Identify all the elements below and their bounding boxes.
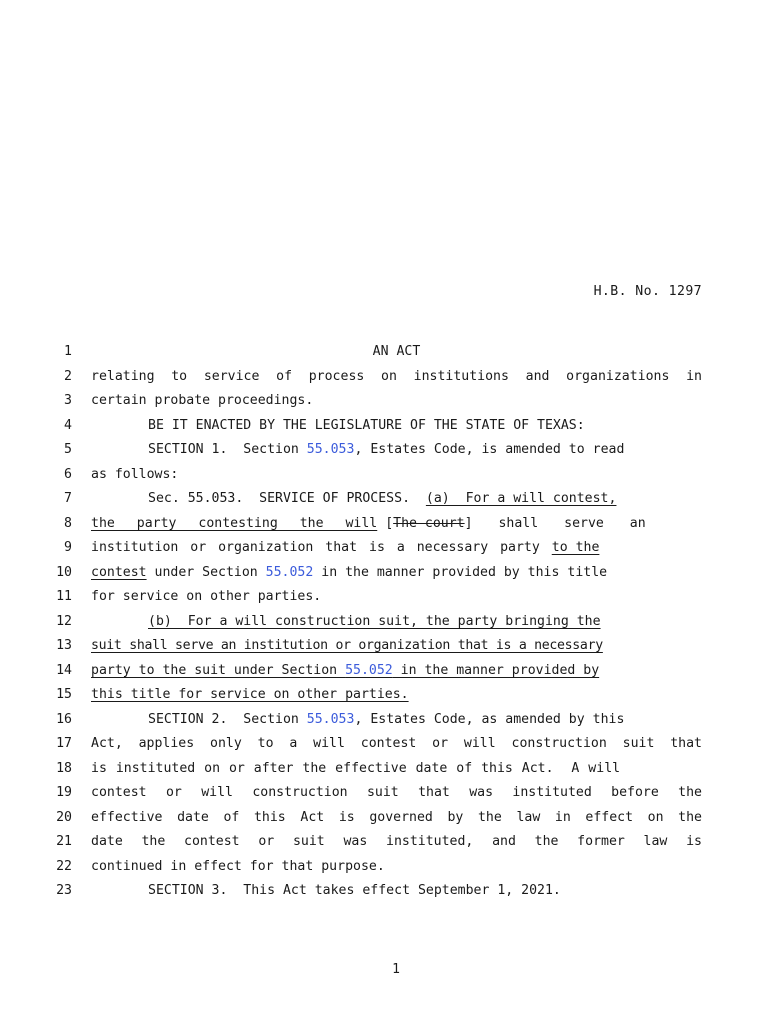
section-text: effective date of this Act is governed by the law in effect on the [91,809,702,825]
bill-text [0,340,770,904]
section-text [91,487,702,512]
section-text: SECTION 3. This Act takes effect September 1, 2021. [148,883,561,898]
line-number: 4 [64,417,72,433]
line-number: 8 [64,515,72,531]
section-text: continued in effect for that purpose. [91,858,385,874]
inserted-text: (b) For a will construction suit, the party bringing the [148,613,601,629]
statute-link-55-053[interactable]: 55.053 [306,442,355,457]
statute-link-55-052[interactable]: 55.052 [345,662,393,678]
text-segment: under Section [146,564,266,580]
act-heading: AN ACT [372,344,421,359]
line-16 [0,708,770,733]
line-14 [0,659,770,684]
line-21 [0,830,770,855]
section-text: for service on other parties. [91,589,322,604]
line-number: 12 [56,613,72,629]
section-text [91,438,702,463]
text-segment: , Estates Code, as amended by this [354,711,625,727]
inserted-text: suit shall serve an institution or organization that is a necessary [91,638,603,653]
line-number: 5 [64,442,72,457]
line-number: 19 [56,785,72,800]
caption-text: certain probate proceedings. [91,393,314,408]
text-segment: ] shall serve an [464,515,646,531]
line-15 [0,683,770,708]
line-number: 23 [56,883,72,898]
statute-link-55-052[interactable]: 55.052 [265,564,314,580]
inserted-text: the party contesting the will [91,515,378,531]
line-number: 13 [56,638,72,653]
line-20 [0,806,770,831]
line-4 [0,414,770,439]
text-segment: in the manner provided by this title [313,564,608,580]
bill-number: H.B. No. 1297 [593,284,702,299]
section-text: Act, applies only to a will contest or will construction suit that [91,736,702,751]
line-number: 15 [56,687,72,702]
statute-link-55-053[interactable]: 55.053 [306,711,355,727]
line-number: 11 [56,589,72,604]
line-13 [0,634,770,659]
line-number: 16 [56,711,72,727]
line-22 [0,855,770,880]
line-19 [0,781,770,806]
line-number: 6 [64,466,72,482]
line-number: 17 [56,736,72,751]
inserted-text [91,659,702,684]
line-number: 18 [56,760,72,776]
line-8 [0,512,770,537]
line-17 [0,732,770,757]
text-segment: institution or organization that is a necessary party [91,540,552,555]
line-23 [0,879,770,904]
line-number: 1 [64,344,72,359]
inserted-text: contest [91,564,147,580]
line-number: 20 [56,809,72,825]
line-number: 10 [56,564,72,580]
inserted-text: this title for service on other parties. [91,687,409,702]
line-3 [0,389,770,414]
caption-text: relating to service of process on institutions and organizations in [91,368,702,384]
deleted-text: The court [393,515,465,531]
inserted-text: to the [551,540,600,555]
line-number: 9 [64,540,72,555]
text-segment: in the manner provided by [392,662,600,678]
line-number: 7 [64,491,72,506]
section-text [91,536,702,561]
section-text [91,512,702,537]
section-text [91,561,702,586]
section-text: date the contest or suit was instituted, and the former law is [91,834,702,849]
section-text: is instituted on or after the effective date of this Act. A will [91,760,621,776]
section-text: as follows: [91,466,179,482]
line-12 [0,610,770,635]
line-18 [0,757,770,782]
page-number: 1 [392,962,400,977]
section-text [91,708,702,733]
line-9 [0,536,770,561]
line-10 [0,561,770,586]
line-5 [0,438,770,463]
line-11 [0,585,770,610]
line-number: 14 [56,662,72,678]
text-segment: party to the suit under Section [91,662,346,678]
text-segment: Sec. 55.053. SERVICE OF PROCESS. [148,491,426,506]
line-6 [0,463,770,488]
line-number: 22 [56,858,72,874]
text-segment: [ [377,515,394,531]
section-text: contest or will construction suit that was instituted before the [91,785,702,800]
text-segment: SECTION 1. Section [148,442,307,457]
enacting-clause: BE IT ENACTED BY THE LEGISLATURE OF THE STATE OF TEXAS: [148,417,585,433]
line-number: 3 [64,393,72,408]
inserted-text: (a) For a will contest, [425,491,617,506]
line-2 [0,365,770,390]
text-segment: , Estates Code, is amended to read [354,442,625,457]
text-segment: SECTION 2. Section [148,711,307,727]
line-7 [0,487,770,512]
section-text [91,683,702,708]
section-text [91,610,702,635]
line-number: 2 [64,368,72,384]
line-1 [0,340,770,365]
line-number: 21 [56,834,72,849]
